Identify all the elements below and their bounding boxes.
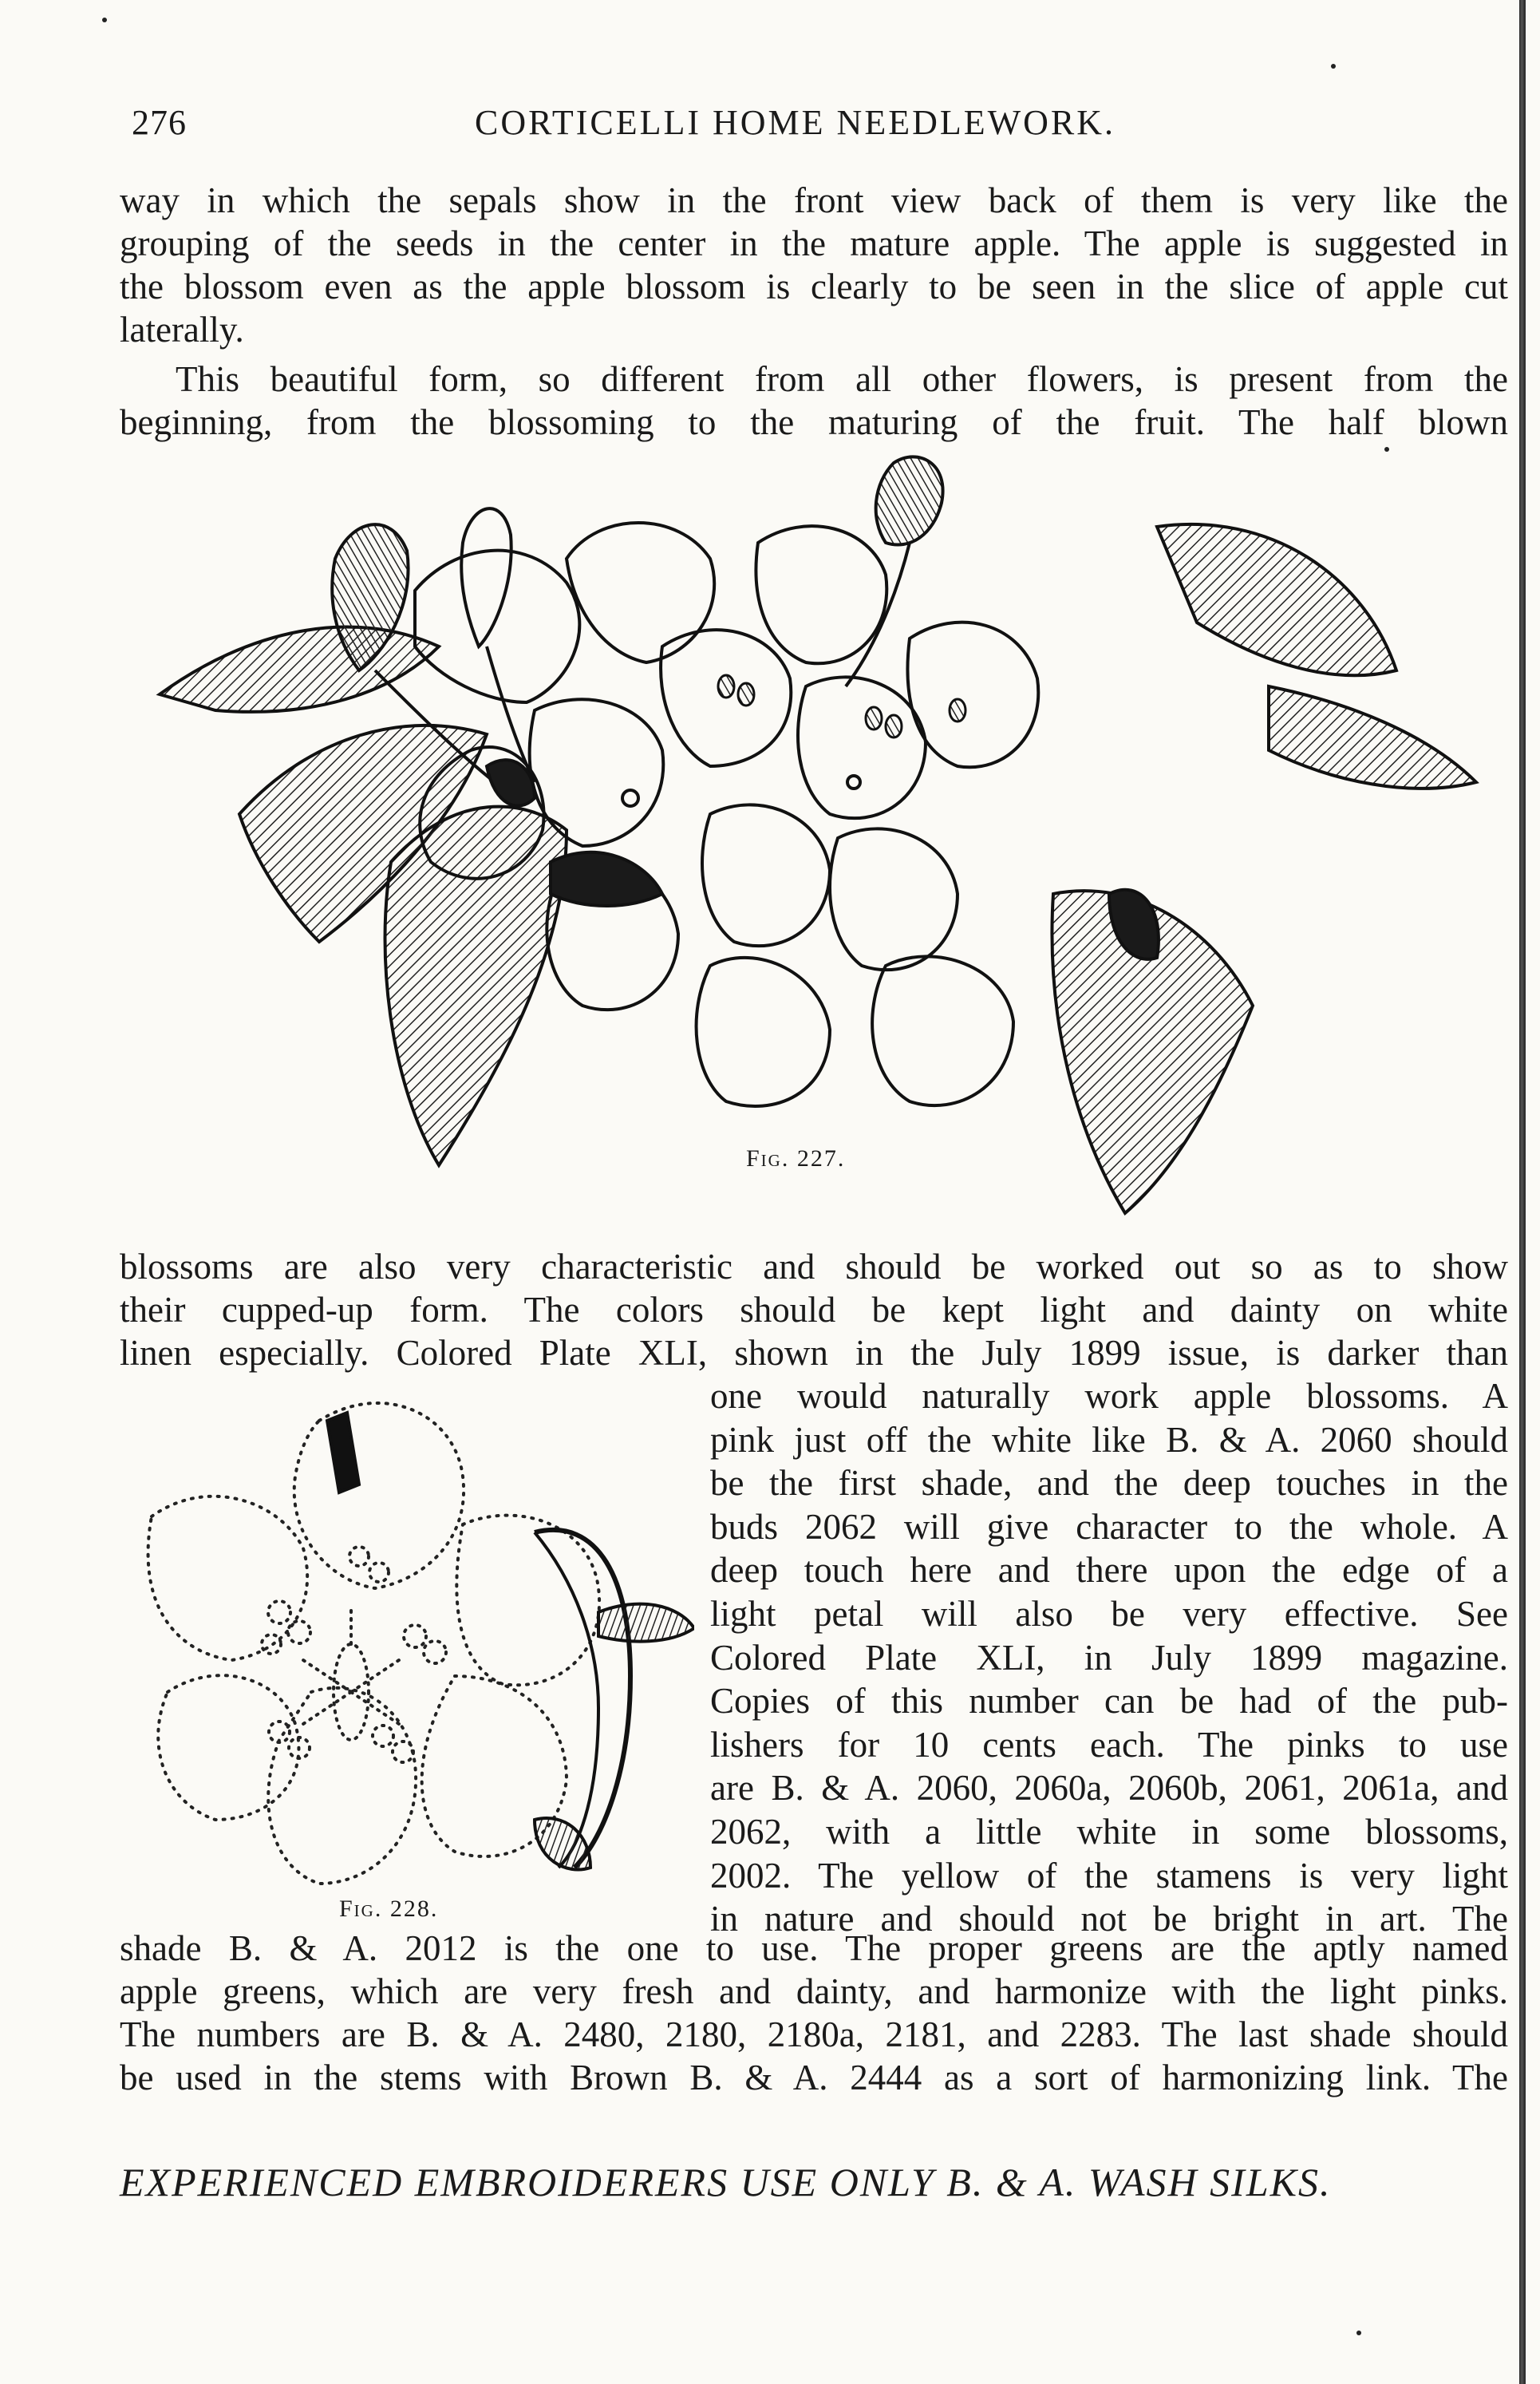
print-speck [1384, 447, 1389, 452]
text-line: light petal will also be very effective. See [710, 1593, 1508, 1634]
text-line: one would naturally work apple blossoms. A [710, 1376, 1508, 1416]
paragraph-beautiful-form [120, 358, 1508, 444]
text-line: are B. & A. 2060, 2060a, 2060b, 2061, 2061a, and [710, 1768, 1508, 1809]
text-line: be used in the stems with Brown B. & A. 2444 as a sort of harmonizing link. The [120, 2058, 1508, 2097]
running-title: CORTICELLI HOME NEEDLEWORK. [475, 103, 1116, 142]
text-line: deep touch here and there upon the edge of a [710, 1550, 1508, 1591]
paragraph-greens [120, 1927, 1508, 2099]
apple-blossom-illustration [152, 447, 1492, 1229]
paragraph-sepals [120, 179, 1508, 351]
text-line: lishers for 10 cents each. The pinks to use [710, 1724, 1508, 1765]
text-line: The numbers are B. & A. 2480, 2180, 2180a, 2181, and 2283. The last shade should [120, 2014, 1508, 2054]
figure-228-caption: Fig. 228. [339, 1896, 439, 1922]
text-line: shade B. & A. 2012 is the one to use. The proper greens are the aptly named [120, 1928, 1508, 1968]
text-line: pink just off the white like B. & A. 2060 should [710, 1419, 1508, 1460]
text-line: in nature and should not be bright in art. The [710, 1899, 1508, 1939]
page-number: 276 [132, 103, 187, 142]
text-line: blossoms are also very characteristic and should be worked out so as to show [120, 1247, 1508, 1287]
paragraph-beside-figure [710, 1374, 1508, 1941]
page-edge-rule [1519, 0, 1526, 2384]
advertisement-footer: EXPERIENCED EMBROIDERERS USE ONLY B. & A. WASH SILKS. [120, 2160, 1332, 2204]
text-line: laterally. [120, 310, 244, 350]
text-line: be the first shade, and the deep touches in the [710, 1463, 1508, 1504]
print-speck [1356, 2331, 1361, 2335]
text-line: way in which the sepals show in the front view back of them is very like the [120, 180, 1508, 220]
embroidery-pattern-illustration [120, 1373, 694, 1947]
text-line: their cupped-up form. The colors should be kept light and dainty on white [120, 1290, 1508, 1330]
text-line: 2002. The yellow of the stamens is very light [710, 1855, 1508, 1896]
text-line: Copies of this number can be had of the pub- [710, 1681, 1508, 1722]
text-line: apple greens, which are very fresh and dainty, and harmonize with the light pinks. [120, 1971, 1508, 2011]
print-speck [102, 18, 107, 22]
page-header [132, 102, 1536, 158]
text-line: buds 2062 will give character to the whole. A [710, 1506, 1508, 1547]
text-line: 2062, with a little white in some blossoms, [710, 1811, 1508, 1852]
text-line: linen especially. Colored Plate XLI, shown in the July 1899 issue, is darker than [120, 1333, 1508, 1373]
text-line: This beautiful form, so different from all other flowers, is present from the [176, 359, 1508, 399]
paragraph-half-blown-blossoms [120, 1245, 1508, 1374]
figure-227-caption: Fig. 227. [746, 1145, 846, 1172]
text-line: beginning, from the blossoming to the maturing of the fruit. The half blown [120, 402, 1508, 442]
text-line: Colored Plate XLI, in July 1899 magazine. [710, 1637, 1508, 1678]
text-line: the blossom even as the apple blossom is clearly to be seen in the slice of apple cut [120, 267, 1508, 306]
text-line: grouping of the seeds in the center in the mature apple. The apple is suggested in [120, 223, 1508, 263]
print-speck [1331, 64, 1336, 69]
